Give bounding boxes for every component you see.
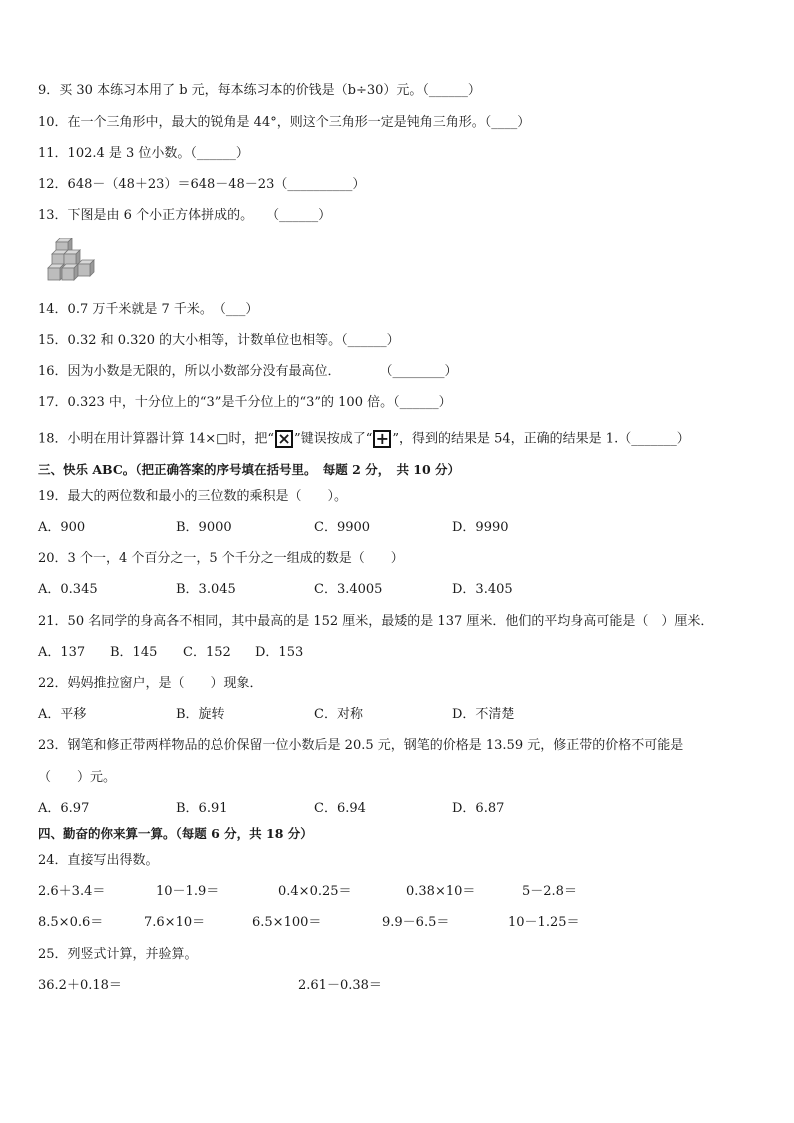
question-21-stem: 21．50 名同学的身高各不相同，其中最高的是 152 厘米，最矮的是 137 厘米．他们的平均身高可能是（ ）厘米． <box>38 614 714 629</box>
q24-item: 0.38×10＝ <box>406 884 476 899</box>
question-13: 13．下图是由 6 个小正方体拼成的。 （______） <box>38 208 332 223</box>
question-24-stem: 24．直接写出得数。 <box>38 853 159 868</box>
q20-option-b: B．3.045 <box>176 582 236 597</box>
q19-option-c: C．9900 <box>314 520 371 535</box>
question-20-stem: 20．3 个一，4 个百分之一，5 个千分之一组成的数是（ ） <box>38 551 404 566</box>
question-10: 10．在一个三角形中，最大的锐角是 44°，则这个三角形一定是钝角三角形。（____） <box>38 115 531 130</box>
q19-option-d: D．9990 <box>452 520 509 535</box>
q25-item: 2.61－0.38＝ <box>298 978 382 993</box>
q24-item: 10－1.25＝ <box>508 915 580 930</box>
q20-option-a: A．0.345 <box>38 582 98 597</box>
q22-option-c: C．对称 <box>314 707 363 722</box>
q24-item: 7.6×10＝ <box>144 915 206 930</box>
question-22-stem: 22．妈妈推拉窗户，是（ ）现象． <box>38 676 263 691</box>
question-11: 11．102.4 是 3 位小数。（______） <box>38 146 249 161</box>
q21-option-a: A．137 <box>38 645 86 660</box>
q24-item: 9.9－6.5＝ <box>382 915 450 930</box>
q22-option-a: A．平移 <box>38 707 87 722</box>
q21-option-b: B．145 <box>110 645 158 660</box>
q25-item: 36.2＋0.18＝ <box>38 978 122 993</box>
question-9: 9．买 30 本练习本用了 b 元，每本练习本的价钱是（b÷30）元。（______） <box>38 83 481 98</box>
question-16: 16．因为小数是无限的，所以小数部分没有最高位． （________） <box>38 364 458 379</box>
question-12: 12．648－（48＋23）＝648－48－23（__________） <box>38 177 366 192</box>
q22-option-b: B．旋转 <box>176 707 225 722</box>
q19-option-b: B．9000 <box>176 520 232 535</box>
section-3-heading: 三、快乐 ABC。（把正确答案的序号填在括号里。 每题 2 分， 共 10 分） <box>38 462 461 477</box>
q19-option-a: A．900 <box>38 520 86 535</box>
q24-item: 0.4×0.25＝ <box>278 884 352 899</box>
q24-item: 6.5×100＝ <box>252 915 322 930</box>
question-14: 14．0.7 万千米就是 7 千米。 （___） <box>38 302 259 317</box>
question-17: 17．0.323 中，十分位上的“3”是千分位上的“3”的 100 倍。（______） <box>38 395 452 410</box>
q23-option-b: B．6.91 <box>176 801 228 816</box>
q24-item: 5－2.8＝ <box>522 884 577 899</box>
question-23-stem: 23．钢笔和修正带两样物品的总价保留一位小数后是 20.5 元，钢笔的价格是 13.59 元，修正带的价格不可能是 <box>38 738 684 753</box>
q23-option-a: A．6.97 <box>38 801 90 816</box>
plus-key-icon: + <box>373 430 391 448</box>
q21-option-d: D．153 <box>255 645 304 660</box>
q24-item: 8.5×0.6＝ <box>38 915 104 930</box>
cube-stack-figure <box>44 238 100 288</box>
question-18 <box>38 430 690 449</box>
q24-item: 10－1.9＝ <box>156 884 220 899</box>
question-18-part1: 18．小明在用计算器计算 14×□时，把“ <box>38 431 275 447</box>
q20-option-d: D．3.405 <box>452 582 513 597</box>
q23-option-d: D．6.87 <box>452 801 505 816</box>
multiply-key-icon: × <box>275 430 293 448</box>
question-18-part3: ”，得到的结果是 54，正确的结果是 1.（_______） <box>392 431 690 447</box>
q23-option-c: C．6.94 <box>314 801 366 816</box>
section-4-heading: 四、勤奋的你来算一算。（每题 6 分，共 18 分） <box>38 826 313 841</box>
q24-item: 2.6＋3.4＝ <box>38 884 106 899</box>
q20-option-c: C．3.4005 <box>314 582 383 597</box>
question-15: 15．0.32 和 0.320 的大小相等，计数单位也相等。（______） <box>38 333 400 348</box>
q21-option-c: C．152 <box>183 645 231 660</box>
question-23-stem-cont: （ ）元。 <box>38 770 117 785</box>
question-19-stem: 19．最大的两位数和最小的三位数的乘积是（ ）。 <box>38 489 348 504</box>
question-25-stem: 25．列竖式计算，并验算。 <box>38 947 198 962</box>
question-18-part2: ”键误按成了“ <box>294 431 373 447</box>
q22-option-d: D．不清楚 <box>452 707 515 722</box>
